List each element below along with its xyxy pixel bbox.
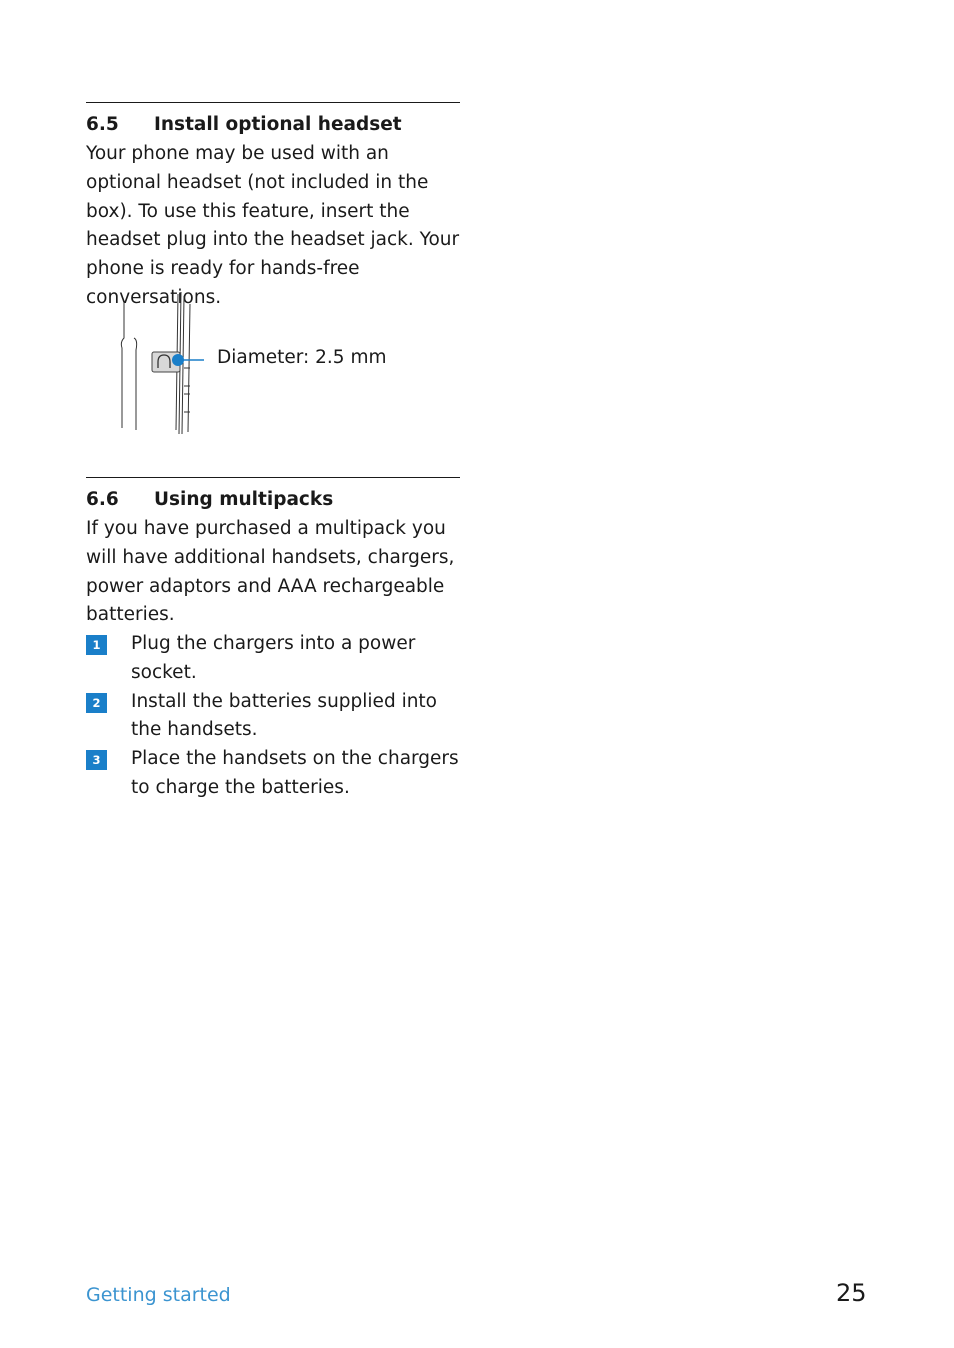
section-body-6-6: If you have purchased a multipack you will have additional handsets, chargers, power adaptors and AAA rechargeable batteries. — [86, 518, 455, 626]
section-title: Install optional headset — [154, 114, 402, 135]
section-divider-middle — [86, 477, 460, 478]
section-heading-6-5 — [86, 111, 460, 139]
step-item — [86, 688, 460, 746]
section-divider-top — [86, 102, 460, 103]
step-number-badge: 1 — [86, 635, 107, 655]
step-item — [86, 745, 460, 803]
step-number-badge: 3 — [86, 750, 107, 770]
diameter-callout: Diameter: 2.5 mm — [217, 347, 387, 368]
step-text: Plug the chargers into a power socket. — [131, 633, 416, 683]
step-text: Place the handsets on the chargers to charge the batteries. — [131, 748, 459, 798]
page-number: 25 — [836, 1279, 867, 1307]
section-body-6-5: Your phone may be used with an optional headset (not included in the box). To use this feature, insert the headset plug into the headset jack. Your phone is ready for hands-free conversations. — [86, 143, 460, 308]
section-heading-6-6 — [86, 486, 460, 514]
steps-list — [86, 630, 460, 803]
step-number-badge: 2 — [86, 693, 107, 713]
step-text: Install the batteries supplied into the handsets. — [131, 690, 437, 741]
headset-jack-illustration — [110, 290, 220, 436]
section-title: Using multipacks — [154, 489, 334, 510]
section-number: 6.6 — [86, 489, 119, 510]
footer-chapter-title: Getting started — [86, 1284, 231, 1306]
step-item — [86, 630, 460, 688]
section-number: 6.5 — [86, 114, 119, 135]
